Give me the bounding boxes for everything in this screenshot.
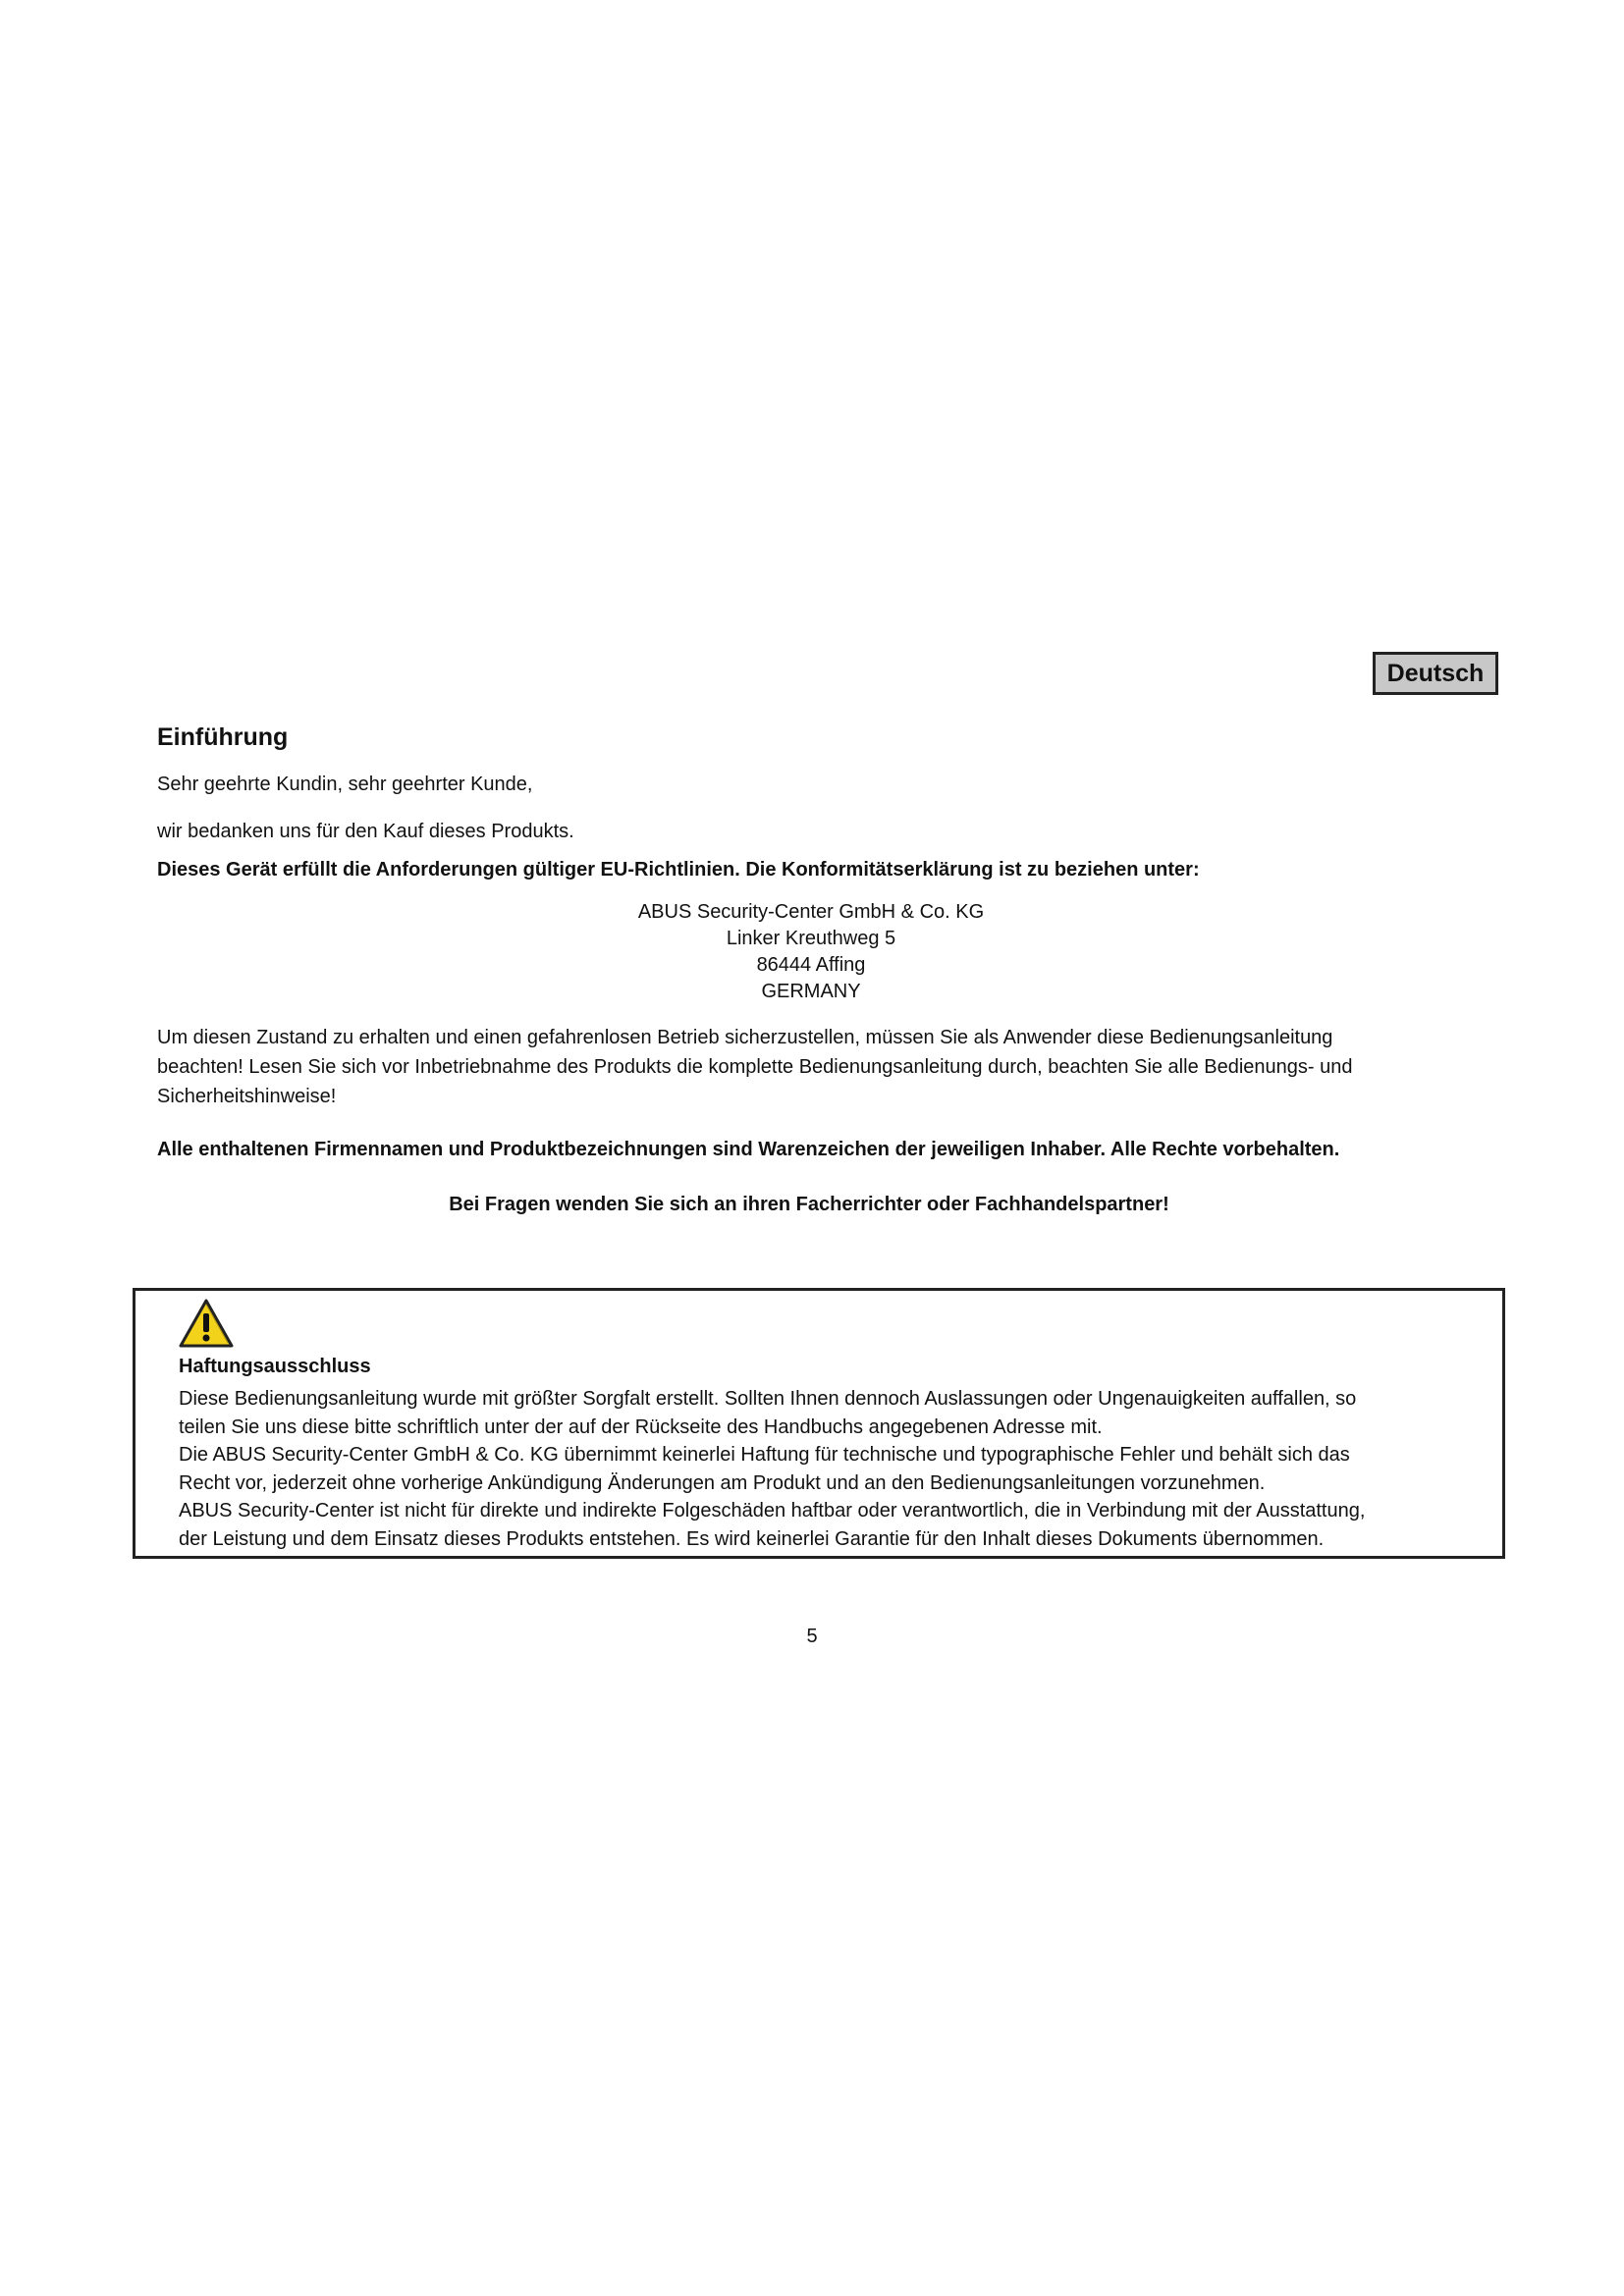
- address-country: GERMANY: [761, 981, 861, 1002]
- disclaimer-line: Die ABUS Security-Center GmbH & Co. KG übernimmt keinerlei Haftung für technische und typographische Fehler und behält sich das: [179, 1444, 1350, 1466]
- questions-text: Bei Fragen wenden Sie sich an ihren Facherrichter oder Fachhandelspartner!: [449, 1194, 1169, 1215]
- address-block: [550, 899, 1072, 1005]
- thanks-text: wir bedanken uns für den Kauf dieses Produkts.: [157, 821, 574, 842]
- disclaimer-text: [179, 1385, 1365, 1553]
- section-title: Einführung: [157, 723, 289, 751]
- instructions-line: Sicherheitshinweise!: [157, 1086, 337, 1107]
- address-street: Linker Kreuthweg 5: [726, 928, 896, 949]
- instructions-paragraph: [157, 1023, 1434, 1111]
- disclaimer-box: [133, 1288, 1505, 1559]
- trademark-text: Alle enthaltenen Firmennamen und Produktbezeichnungen sind Warenzeichen der jeweiligen Inhaber. Alle Rechte vorbehalten.: [157, 1139, 1340, 1160]
- instructions-line: beachten! Lesen Sie sich vor Inbetriebnahme des Produkts die komplette Bedienungsanleitung durch, beachten Sie alle Bedienungs- und: [157, 1056, 1353, 1078]
- conformity-text: Dieses Gerät erfüllt die Anforderungen gültiger EU-Richtlinien. Die Konformitätserklärung ist zu beziehen unter:: [157, 859, 1200, 881]
- page-number: 5: [806, 1626, 818, 1647]
- warning-triangle-icon: [177, 1297, 236, 1350]
- disclaimer-line: teilen Sie uns diese bitte schriftlich unter der auf der Rückseite des Handbuchs angegebenen Adresse mit.: [179, 1415, 1103, 1438]
- disclaimer-line: ABUS Security-Center ist nicht für direkte und indirekte Folgeschäden haftbar oder verantwortlich, die in Verbindung mit der Ausstattung,: [179, 1500, 1366, 1522]
- greeting-text: Sehr geehrte Kundin, sehr geehrter Kunde,: [157, 774, 533, 795]
- disclaimer-title: Haftungsausschluss: [179, 1356, 371, 1377]
- disclaimer-line: Recht vor, jederzeit ohne vorherige Ankündigung Änderungen am Produkt und an den Bedienungsanleitungen vorzunehmen.: [179, 1471, 1266, 1494]
- disclaimer-line: der Leistung und dem Einsatz dieses Produkts entstehen. Es wird keinerlei Garantie für den Inhalt dieses Dokuments übernommen.: [179, 1527, 1325, 1550]
- address-city: 86444 Affing: [756, 954, 866, 976]
- address-company: ABUS Security-Center GmbH & Co. KG: [637, 901, 985, 923]
- language-badge: Deutsch: [1373, 652, 1498, 695]
- disclaimer-line: Diese Bedienungsanleitung wurde mit größter Sorgfalt erstellt. Sollten Ihnen dennoch Auslassungen oder Ungenauigkeiten auffallen, so: [179, 1388, 1357, 1410]
- instructions-line: Um diesen Zustand zu erhalten und einen gefahrenlosen Betrieb sicherzustellen, müssen Sie als Anwender diese Bedienungsanleitung: [157, 1027, 1333, 1048]
